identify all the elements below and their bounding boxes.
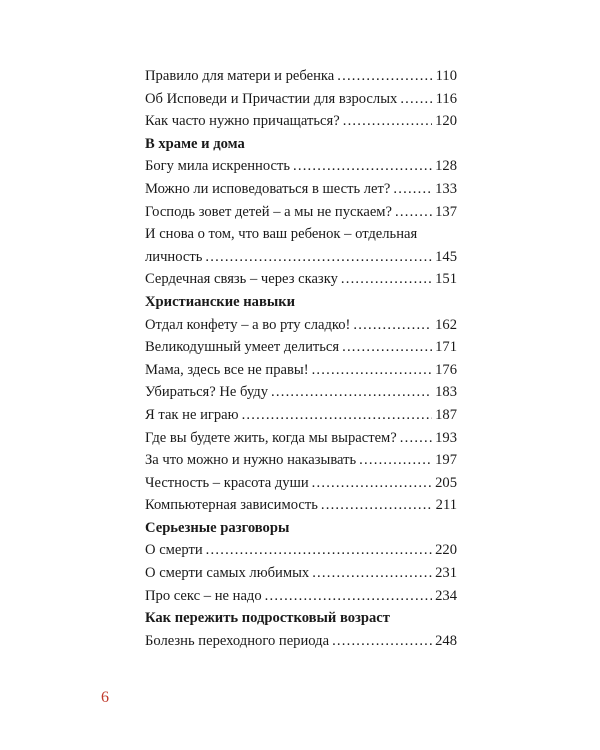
- toc-entry-page: 162: [435, 316, 457, 333]
- toc-dot-leader: [206, 539, 432, 562]
- toc-entry: [145, 630, 457, 653]
- toc-entry-page: 193: [435, 429, 457, 446]
- toc-entry: [145, 359, 457, 382]
- toc-dot-leader: [337, 65, 432, 88]
- toc-dot-leader: [312, 562, 432, 585]
- toc-entry-page: 110: [435, 68, 457, 84]
- toc-entry-page: 234: [435, 587, 457, 604]
- toc-entry-page: 120: [435, 113, 457, 130]
- toc-dot-leader: [400, 88, 432, 111]
- toc-entry-title: Я так не играю: [145, 406, 239, 423]
- toc-dot-leader: [353, 314, 432, 337]
- toc-entry: [145, 246, 457, 269]
- toc-dot-leader: [341, 268, 432, 291]
- toc-entry-title: Богу мила искренность: [145, 158, 291, 175]
- toc-entry-title: Мама, здесь все не правы!: [145, 361, 309, 378]
- toc-entry-page: 248: [435, 632, 457, 649]
- toc-entry-title: Убираться? Не буду: [145, 384, 269, 401]
- toc-entry-page: 197: [435, 452, 457, 469]
- toc-dot-leader: [312, 359, 433, 382]
- toc-section-heading: В храме и дома: [145, 135, 245, 152]
- toc-entry-title: Честность – красота души: [145, 474, 309, 491]
- toc-entry-title: Компьютерная зависимость: [145, 497, 318, 514]
- toc-entry-title: Можно ли исповедоваться в шесть лет?: [145, 180, 391, 197]
- toc-entry: [145, 404, 457, 427]
- toc-entry-page: 220: [435, 542, 457, 559]
- toc-entry-title: Сердечная связь – через сказку: [145, 271, 338, 288]
- toc-dot-leader: [359, 449, 432, 472]
- toc-entry-page: 151: [435, 271, 457, 288]
- toc-dot-leader: [332, 630, 432, 653]
- toc-entry: [145, 110, 457, 133]
- toc-section-heading: Как пережить подростковый возраст: [145, 610, 390, 627]
- toc-entry: [145, 427, 457, 450]
- toc-dot-leader: [321, 494, 433, 517]
- toc-entry-page: 183: [435, 384, 457, 401]
- toc-section-heading: Христианские навыки: [145, 293, 296, 310]
- toc-entry-title: Правило для матери и ребенка: [145, 68, 335, 84]
- toc-entry: [145, 472, 457, 495]
- toc-entry-title: О смерти: [145, 542, 203, 559]
- toc-dot-leader: [342, 336, 432, 359]
- toc-dot-leader: [343, 110, 432, 133]
- toc-entry-page: 187: [435, 406, 457, 423]
- toc-entry-page: 137: [435, 203, 457, 220]
- toc-entry-title-line1: И снова о том, что ваш ребенок – отдельная: [145, 226, 418, 243]
- toc-entry-page: 145: [435, 248, 457, 265]
- toc-dot-leader: [265, 585, 432, 608]
- toc-entry-title: Отдал конфету – а во рту сладко!: [145, 316, 351, 333]
- toc-entry-page: 171: [435, 339, 457, 356]
- toc-entry: [145, 268, 457, 291]
- toc-entry-page: 133: [435, 180, 457, 197]
- toc-entry: [145, 539, 457, 562]
- toc-entry-title: Болезнь переходного периода: [145, 632, 330, 649]
- page-number: 6: [101, 689, 109, 706]
- toc-entry: [145, 178, 457, 201]
- toc-entry: [145, 65, 457, 88]
- toc-entry-page: 205: [435, 474, 457, 491]
- toc-entry-title: Про секс – не надо: [145, 587, 262, 604]
- toc-entry: [145, 562, 457, 585]
- toc-entry-title: Великодушный умеет делиться: [145, 339, 340, 356]
- toc-entry: [145, 88, 457, 111]
- toc-entry: [145, 449, 457, 472]
- toc-entry-page: 176: [435, 361, 457, 378]
- toc-entry: [145, 155, 457, 178]
- toc-entry-title: Как часто нужно причащаться?: [145, 113, 340, 130]
- toc-dot-leader: [293, 155, 432, 178]
- toc-dot-leader: [395, 201, 432, 224]
- toc-entry-page: 211: [435, 497, 457, 514]
- table-of-contents: [145, 65, 457, 652]
- toc-entry: [145, 314, 457, 337]
- toc-entry: [145, 336, 457, 359]
- toc-section-heading: Серьезные разговоры: [145, 519, 290, 536]
- toc-entry-title: Где вы будете жить, когда мы вырастем?: [145, 429, 397, 446]
- toc-dot-leader: [205, 246, 432, 269]
- toc-dot-leader: [393, 178, 432, 201]
- toc-dot-leader: [400, 427, 432, 450]
- toc-entry-page: 231: [435, 565, 457, 582]
- toc-entry-title: За что можно и нужно наказывать: [145, 452, 357, 469]
- toc-entry: [145, 494, 457, 517]
- toc-entry: [145, 381, 457, 404]
- toc-entry: [145, 201, 457, 224]
- toc-entry-title: О смерти самых любимых: [145, 565, 310, 582]
- toc-entry-page: 128: [435, 158, 457, 175]
- toc-dot-leader: [312, 472, 432, 495]
- toc-entry-title: Об Исповеди и Причастии для взрослых: [145, 90, 398, 107]
- toc-dot-leader: [242, 404, 433, 427]
- toc-entry: [145, 585, 457, 608]
- toc-dot-leader: [271, 381, 432, 404]
- toc-entry-page: 116: [435, 90, 457, 107]
- toc-entry-title: Господь зовет детей – а мы не пускаем?: [145, 203, 393, 220]
- toc-entry-title-line2: личность: [145, 248, 203, 265]
